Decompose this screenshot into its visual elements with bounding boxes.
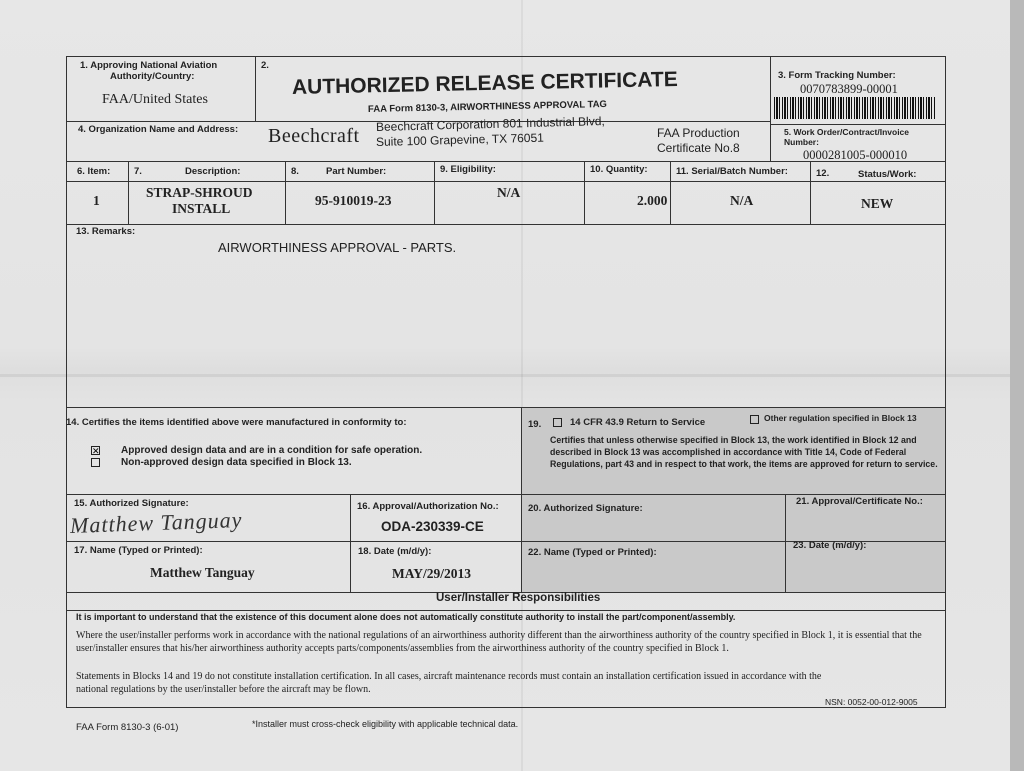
form-title: AUTHORIZED RELEASE CERTIFICATE — [291, 67, 678, 99]
work-order-number: 0000281005-000010 — [803, 148, 908, 162]
block16-label: 16. Approval/Authorization No.: — [357, 501, 499, 512]
approval-number: ODA-230339-CE — [381, 519, 484, 534]
non-approved-design-checkbox[interactable] — [91, 458, 100, 467]
signer-name: Matthew Tanguay — [150, 565, 255, 580]
row-serial: N/A — [730, 193, 754, 208]
other-regulation-label: Other regulation specified in Block 13 — [764, 413, 917, 423]
responsibilities-title: User/Installer Responsibilities — [436, 592, 601, 604]
divider — [584, 161, 585, 224]
col-quantity: 10. Quantity: — [590, 164, 648, 175]
non-approved-design-label: Non-approved design data specified in Block 13. — [121, 457, 352, 468]
divider — [670, 161, 671, 224]
form-subtitle: FAA Form 8130-3, AIRWORTHINESS APPROVAL TAG — [367, 98, 608, 115]
col-serial: 11. Serial/Batch Number: — [676, 166, 788, 177]
approved-design-checkbox[interactable]: ✕ — [92, 446, 100, 456]
block17-label: 17. Name (Typed or Printed): — [74, 545, 203, 556]
responsibilities-lead: It is important to understand that the existence of this document alone does not automatically constitute authority to install the part/component/assembly. — [76, 612, 736, 622]
row-quantity: 2.000 — [637, 193, 668, 208]
block2-label: 2. — [261, 60, 269, 71]
divider — [770, 56, 771, 161]
remarks-text: AIRWORTHINESS APPROVAL - PARTS. — [218, 240, 457, 255]
col-item: 6. Item: — [77, 166, 111, 177]
row-description-1: STRAP-SHROUD — [146, 185, 253, 200]
return-to-service-label: 14 CFR 43.9 Return to Service — [570, 417, 706, 428]
divider — [66, 224, 946, 225]
block19-num: 19. — [528, 419, 542, 430]
block1-label-2: Authority/Country: — [110, 71, 195, 82]
row-status: NEW — [861, 196, 894, 211]
responsibilities-p2: Statements in Blocks 14 and 19 do not constitute installation certification. In all cases, aircraft maintenance records must contain an installation certification issued in accordance with the national regulations by the user/installer before the aircraft may be flown. — [76, 671, 822, 695]
eligibility-note: *Installer must cross-check eligibility with applicable technical data. — [252, 719, 519, 729]
block4-label: 4. Organization Name and Address: — [78, 124, 239, 135]
row-part-number: 95-910019-23 — [315, 193, 392, 208]
col-desc-num: 7. — [134, 166, 142, 177]
beechcraft-logo: Beechcraft — [268, 125, 360, 147]
divider — [785, 494, 786, 592]
block22-label: 22. Name (Typed or Printed): — [528, 547, 657, 558]
divider — [255, 56, 256, 121]
org-address-line1: Beechcraft Corporation 801 Industrial Blvd, — [375, 114, 605, 134]
divider — [434, 161, 435, 224]
col-eligibility: 9. Eligibility: — [440, 164, 496, 175]
production-cert-line1: FAA Production — [657, 126, 740, 140]
col-status-num: 12. — [816, 168, 830, 179]
divider — [521, 407, 522, 592]
org-address-line2: Suite 100 Grapevine, TX 76051 — [375, 130, 545, 149]
row-item: 1 — [93, 193, 100, 208]
col-description: Description: — [185, 166, 241, 177]
row-description-2: INSTALL — [172, 201, 231, 216]
divider — [810, 161, 811, 224]
divider — [128, 161, 129, 224]
approved-design-label: Approved design data and are in a condition for safe operation. — [121, 445, 423, 456]
divider — [66, 407, 946, 408]
other-regulation-checkbox[interactable] — [750, 415, 759, 424]
block19-statement: Certifies that unless otherwise specified in Block 13, the work identified in Block 12 and described in Block 13 was accomplished in accordance with Title 14, Code of Federal Regulations, part 43 and in respect to that work, the items are approved for return to service. — [550, 435, 938, 469]
block15-label: 15. Authorized Signature: — [74, 498, 189, 509]
block21-label: 21. Approval/Certificate No.: — [796, 496, 923, 507]
production-cert-line2: Certificate No.8 — [657, 141, 740, 155]
col-part-number: Part Number: — [326, 166, 387, 177]
authorized-signature: Matthew Tanguay — [69, 506, 243, 539]
divider — [66, 181, 946, 182]
divider — [285, 161, 286, 224]
approving-authority-value: FAA/United States — [102, 92, 208, 107]
col-status: Status/Work: — [858, 169, 917, 180]
block1-label: 1. Approving National Aviation — [80, 60, 218, 71]
block14-label: 14. Certifies the items identified above were manufactured in conformity to: — [66, 417, 407, 428]
block5-label-2: Number: — [784, 137, 819, 147]
return-to-service-checkbox[interactable] — [553, 418, 562, 427]
nsn-number: NSN: 0052-00-012-9005 — [825, 697, 918, 707]
block3-label: 3. Form Tracking Number: — [778, 70, 896, 81]
barcode — [774, 97, 936, 119]
block5-label: 5. Work Order/Contract/Invoice — [784, 127, 910, 137]
block23-label: 23. Date (m/d/y): — [793, 540, 867, 551]
block20-label: 20. Authorized Signature: — [528, 503, 643, 514]
block13-label: 13. Remarks: — [76, 226, 136, 237]
divider — [770, 124, 946, 125]
divider — [350, 494, 351, 592]
col-part-num: 8. — [291, 166, 299, 177]
signature-date: MAY/29/2013 — [392, 566, 472, 581]
row-eligibility: N/A — [497, 185, 521, 200]
form-tracking-number: 0070783899-00001 — [800, 82, 898, 96]
form-id: FAA Form 8130-3 (6-01) — [76, 722, 179, 733]
block18-label: 18. Date (m/d/y): — [358, 546, 432, 557]
responsibilities-p1: Where the user/installer performs work in accordance with the national regulations of an airworthiness authority different than the airworthiness authority of the country specified in Block 1, it is essential that the user/installer ensures that his/her airworthiness authority accepts parts/components/assemblies from the airworthiness authority of the country specified in Block 1. — [76, 630, 922, 654]
